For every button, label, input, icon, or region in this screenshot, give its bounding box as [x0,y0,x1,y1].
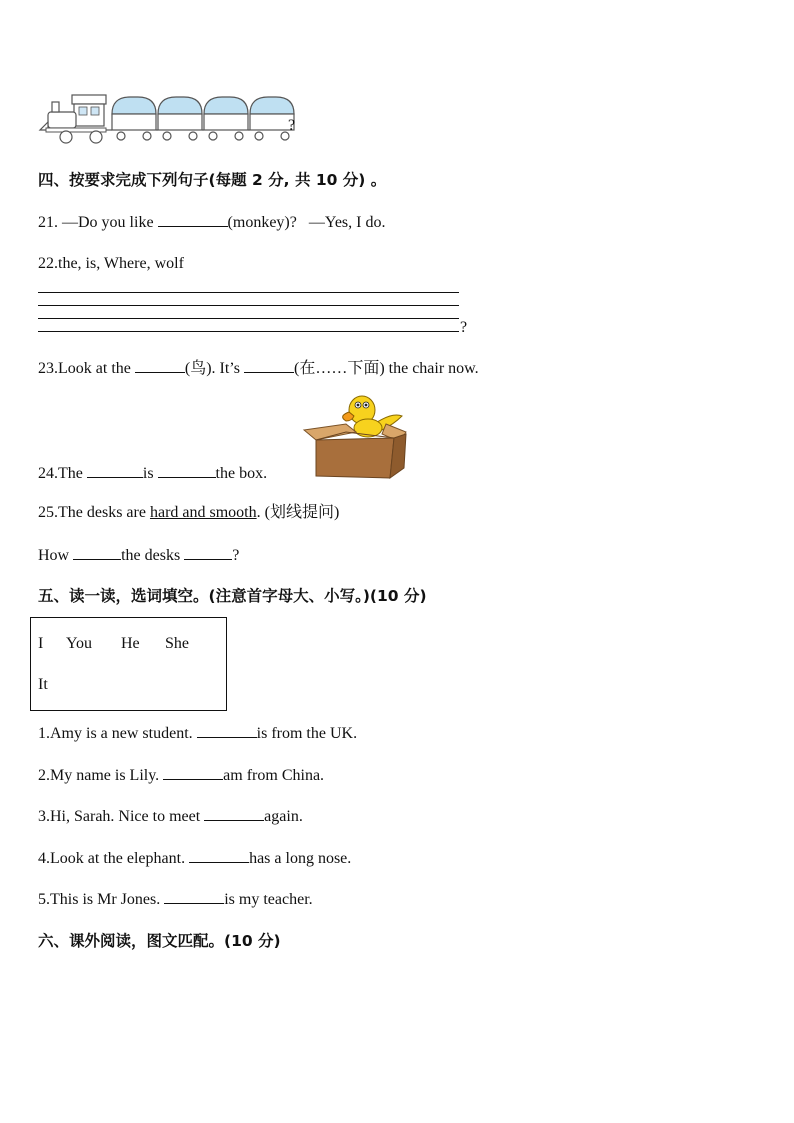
q21-prefix: 21. —Do you like [38,214,158,231]
train-illustration [38,92,298,148]
fill-item-blank[interactable] [197,723,257,738]
word-bank-item: I [38,635,44,652]
fill-item-prefix: 2.My name is Lily. [38,767,164,784]
cardboard-box-icon [304,424,406,478]
fill-item-suffix: am from China. [223,767,325,784]
fill-item-prefix: 4.Look at the elephant. [38,850,190,867]
q22-answer-line-2[interactable] [38,305,459,306]
fill-item-prefix: 3.Hi, Sarah. Nice to meet [38,808,205,825]
train-wagon [158,97,204,140]
q24-prefix: 24.The [38,465,87,482]
q24-suffix: the box. [215,465,268,482]
q25-prefix: 25.The desks are [38,504,150,521]
question-25 [38,503,339,523]
fill-item-prefix: 5.This is Mr Jones. [38,891,165,908]
word-bank-box [30,617,227,711]
fill-item [38,765,324,786]
train-wagon [204,97,250,140]
fill-item-suffix: has a long nose. [249,850,352,867]
q25b-end-mark: ? [232,547,240,564]
fill-item-prefix: 1.Amy is a new student. [38,725,197,742]
q21-blank[interactable] [158,212,228,227]
question-21 [38,212,385,233]
section4-heading: 四、按要求完成下列句子(每题 2 分, 共 10 分) 。 [38,171,387,189]
question-23 [38,358,479,379]
q23-blank-1[interactable] [135,358,185,373]
fill-item-blank[interactable] [164,889,224,904]
q25b-blank-2[interactable] [184,545,232,560]
fill-item [38,848,351,869]
q23-hint-1: (鸟). It’s [184,360,244,377]
q23-hint-2: (在……下面) the chair now. [293,360,479,377]
q22-answer-line-3[interactable] [38,318,459,319]
q25-suffix: . (划线提问) [256,504,340,521]
question-25-answer [38,545,239,566]
q21-answer: —Yes, I do. [308,214,386,231]
q22-answer-line-1[interactable] [38,292,459,293]
fill-item-suffix: is from the UK. [256,725,358,742]
q25b-blank-1[interactable] [73,545,121,560]
word-bank-item: You [66,635,92,652]
fill-item [38,723,357,744]
section6-heading: 六、课外阅读，图文匹配。(10 分) [38,932,281,950]
word-bank-item: He [121,635,140,652]
fill-item-blank[interactable] [204,806,264,821]
q21-hint: (monkey)? [227,214,297,231]
question-24 [38,463,267,484]
q22-answer-line-4[interactable] [38,331,459,332]
duck-in-box-illustration [302,394,416,480]
q25b-mid: the desks [121,547,185,564]
q25-underlined-phrase: hard and smooth [149,504,257,521]
word-bank-item: She [165,635,189,652]
train-question-mark: ? [288,117,296,134]
train-wagon [112,97,158,140]
word-bank-item: It [38,676,48,693]
train-engine [40,95,112,143]
fill-item-blank[interactable] [189,848,249,863]
q25b-prefix: How [38,547,74,564]
q24-mid: is [142,465,158,482]
fill-item-suffix: is my teacher. [224,891,313,908]
section5-heading: 五、读一读，选词填空。(注意首字母大、小写。)(10 分) [38,587,427,605]
q22-end-mark: ? [460,319,468,336]
question-22: 22.the, is, Where, wolf [38,255,184,272]
fill-item-blank[interactable] [163,765,223,780]
q23-prefix: 23.Look at the [38,360,135,377]
q23-blank-2[interactable] [244,358,294,373]
fill-item-suffix: again. [264,808,303,825]
q24-blank-2[interactable] [158,463,216,478]
q24-blank-1[interactable] [87,463,143,478]
fill-item [38,889,313,910]
fill-item [38,806,303,827]
